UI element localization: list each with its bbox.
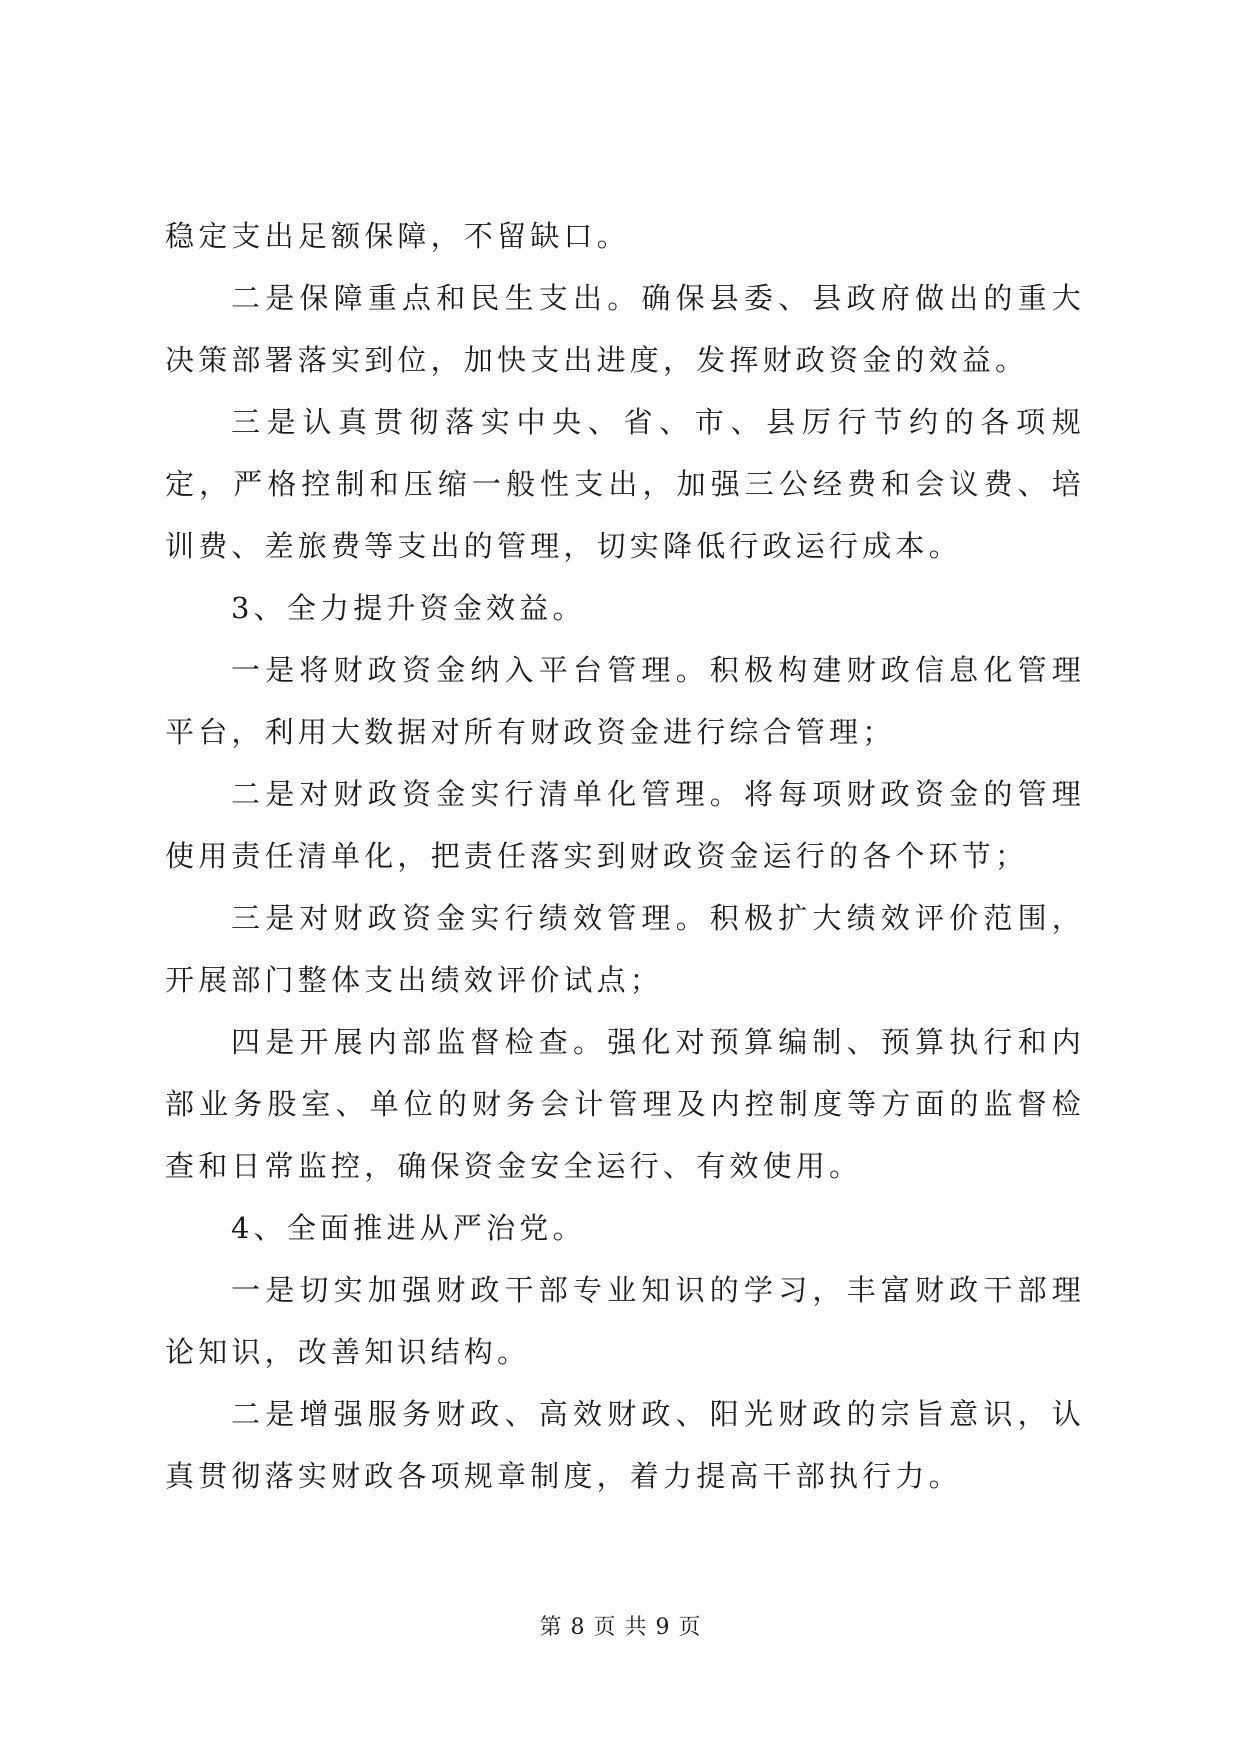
paragraph-8: 四是开展内部监督检查。强化对预算编制、预算执行和内部业务股室、单位的财务会计管理及内控制度等方面的监督检查和日常监控，确保资金安全运行、有效使用。 (165, 1025, 1085, 1183)
paragraph-10: 一是切实加强财政干部专业知识的学习，丰富财政干部理论知识，改善知识结构。 (165, 1273, 1085, 1369)
paragraph-2: 二是保障重点和民生支出。确保县委、县政府做出的重大决策部署落实到位，加快支出进度，发挥财政资金的效益。 (165, 281, 1085, 377)
document-body (165, 205, 1085, 1507)
paragraph-6: 二是对财政资金实行清单化管理。将每项财政资金的管理使用责任清单化，把责任落实到财政资金运行的各个环节； (165, 777, 1085, 873)
page-number-footer: 第 8 页 共 9 页 (539, 1615, 702, 1640)
paragraph-5: 一是将财政资金纳入平台管理。积极构建财政信息化管理平台，利用大数据对所有财政资金进行综合管理； (165, 653, 1085, 749)
paragraph-7: 三是对财政资金实行绩效管理。积极扩大绩效评价范围，开展部门整体支出绩效评价试点； (165, 901, 1085, 997)
paragraph-1: 稳定支出足额保障，不留缺口。 (165, 219, 630, 253)
section-heading-3: 3、全力提升资金效益。 (231, 591, 586, 625)
paragraph-3: 三是认真贯彻落实中央、省、市、县厉行节约的各项规定，严格控制和压缩一般性支出，加强三公经费和会议费、培训费、差旅费等支出的管理，切实降低行政运行成本。 (165, 405, 1085, 563)
section-heading-4: 4、全面推进从严治党。 (231, 1211, 586, 1245)
paragraph-11: 二是增强服务财政、高效财政、阳光财政的宗旨意识，认真贯彻落实财政各项规章制度，着力提高干部执行力。 (165, 1397, 1085, 1493)
